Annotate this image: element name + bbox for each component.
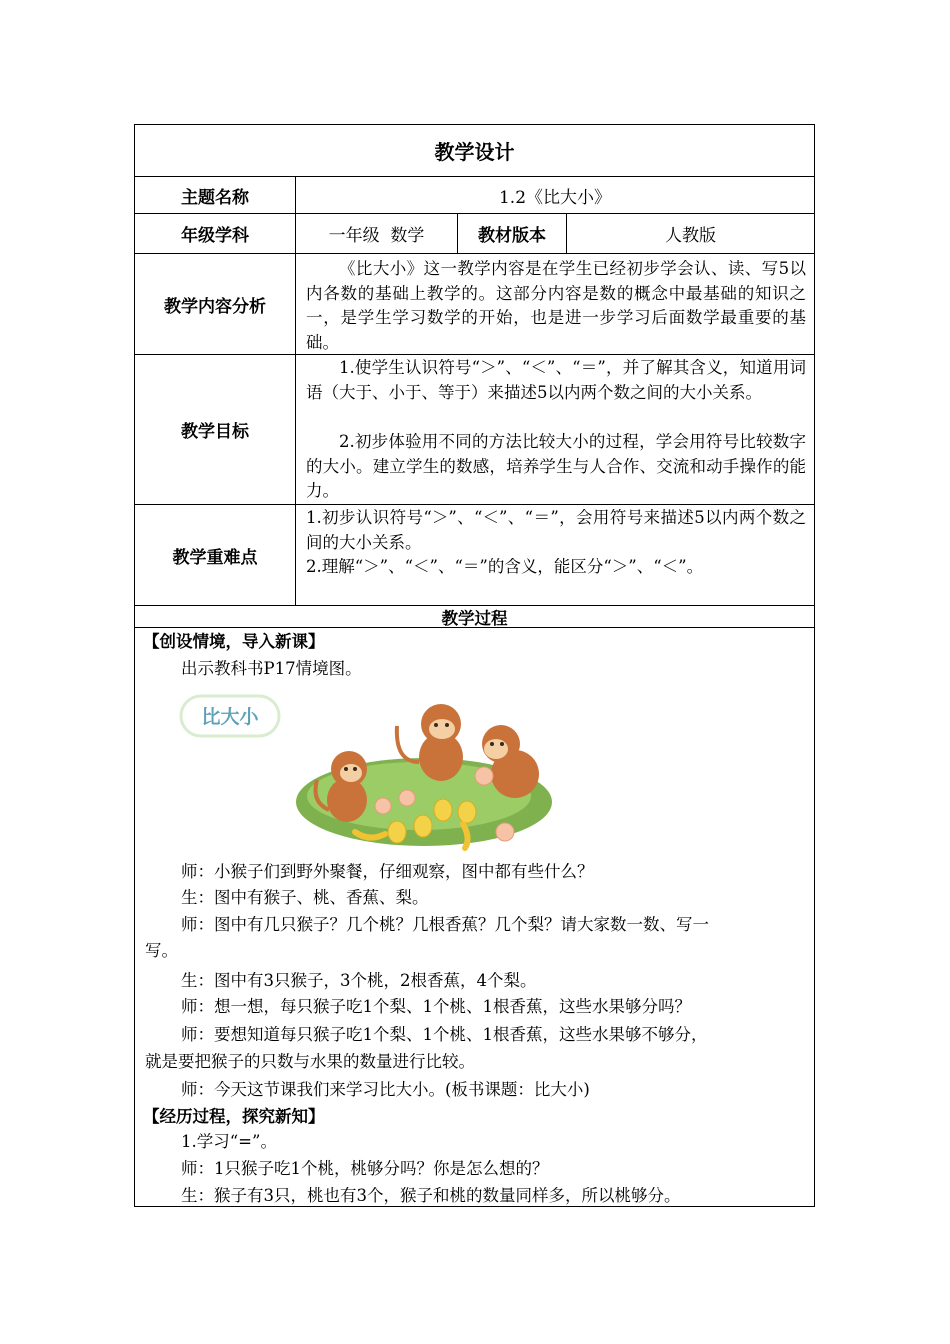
topic-row xyxy=(135,177,814,214)
topic-value: 1.2《比大小》 xyxy=(498,187,612,208)
dialog-line-7: 师：今天这节课我们来学习比大小。(板书课题：比大小) xyxy=(181,1080,590,1099)
lesson-plan-table xyxy=(134,124,815,1207)
title-row xyxy=(135,125,814,177)
edition-label: 教材版本 xyxy=(458,214,567,253)
process-label: 教学过程 xyxy=(441,608,508,628)
intro-line: 出示教科书P17情境图。 xyxy=(181,659,362,678)
keypoint-item-2: 2.理解“＞”、“＜”、“＝”的含义，能区分“＞”、“＜”。 xyxy=(306,557,704,576)
process-body xyxy=(135,627,814,1206)
section2-heading: 【经历过程，探究新知】 xyxy=(143,1107,325,1126)
topic-label: 主题名称 xyxy=(135,177,296,213)
goals-cell xyxy=(296,355,814,504)
scene-illustration xyxy=(179,692,559,852)
process-header-row xyxy=(135,606,814,628)
dialog-line-1: 师：小猴子们到野外聚餐，仔细观察，图中都有些什么？ xyxy=(181,862,594,881)
edition-value: 人教版 xyxy=(665,226,716,246)
dialog-line-3a: 师：图中有几只猴子？几个桃？几根香蕉？几个梨？请大家数一数、写一 xyxy=(181,915,709,934)
goals-label: 教学目标 xyxy=(135,355,296,504)
image-caption: 比大小 xyxy=(201,706,259,728)
grade-value: 一年级 数学 xyxy=(296,214,458,253)
analysis-text: 《比大小》这一教学内容是在学生已经初步学会认、读、写5以内各数的基础上教学的。这部分内容是数的概念中最基础的知识之一，是学生学习数学的开始，也是进一步学习后面数学最重要的基础。 xyxy=(306,259,806,352)
dialog-line-3b: 写。 xyxy=(145,941,178,960)
dialog-line-4: 生：图中有3只猴子，3个桃，2根香蕉，4个梨。 xyxy=(181,971,537,990)
dialog-line-5: 师：想一想，每只猴子吃1个梨、1个桃、1根香蕉，这些水果够分吗？ xyxy=(181,997,691,1016)
document-title: 教学设计 xyxy=(434,140,515,164)
analysis-row xyxy=(135,254,814,355)
goal-item-2: 2.初步体验用不同的方法比较大小的过程，学会用符号比较数字的大小。建立学生的数感，培养学生与人合作、交流和动手操作的能力。 xyxy=(306,432,806,500)
step-1-line: 1.学习“=”。 xyxy=(181,1132,277,1151)
monkey-scene-image xyxy=(179,692,559,852)
dialog-line-6a: 师：要想知道每只猴子吃1个梨、1个桃、1根香蕉，这些水果够不够分， xyxy=(181,1025,708,1044)
analysis-cell xyxy=(296,254,814,354)
grade-row xyxy=(135,214,814,254)
keypoints-label: 教学重难点 xyxy=(135,505,296,605)
dialog-line-6b: 就是要把猴子的只数与水果的数量进行比较。 xyxy=(145,1052,475,1071)
dialog-line-2: 生：图中有猴子、桃、香蕉、梨。 xyxy=(181,888,429,907)
section1-heading: 【创设情境，导入新课】 xyxy=(143,632,325,651)
keypoints-row xyxy=(135,505,814,606)
keypoints-cell xyxy=(296,505,814,605)
goals-row xyxy=(135,355,814,505)
grade-label: 年级学科 xyxy=(135,214,296,253)
analysis-label: 教学内容分析 xyxy=(135,254,296,354)
keypoint-item-1: 1.初步认识符号“＞”、“＜”、“＝”，会用符号来描述5以内两个数之间的大小关系。 xyxy=(306,508,806,552)
dialog-line-8: 师：1只猴子吃1个桃，桃够分吗？你是怎么想的？ xyxy=(181,1159,549,1178)
dialog-line-9: 生：猴子有3只，桃也有3个，猴子和桃的数量同样多，所以桃够分。 xyxy=(181,1186,681,1205)
goal-item-1: 1.使学生认识符号“＞”、“＜”、“＝”，并了解其含义，知道用词语（大于、小于、等于）来描述5以内两个数之间的大小关系。 xyxy=(306,358,806,402)
